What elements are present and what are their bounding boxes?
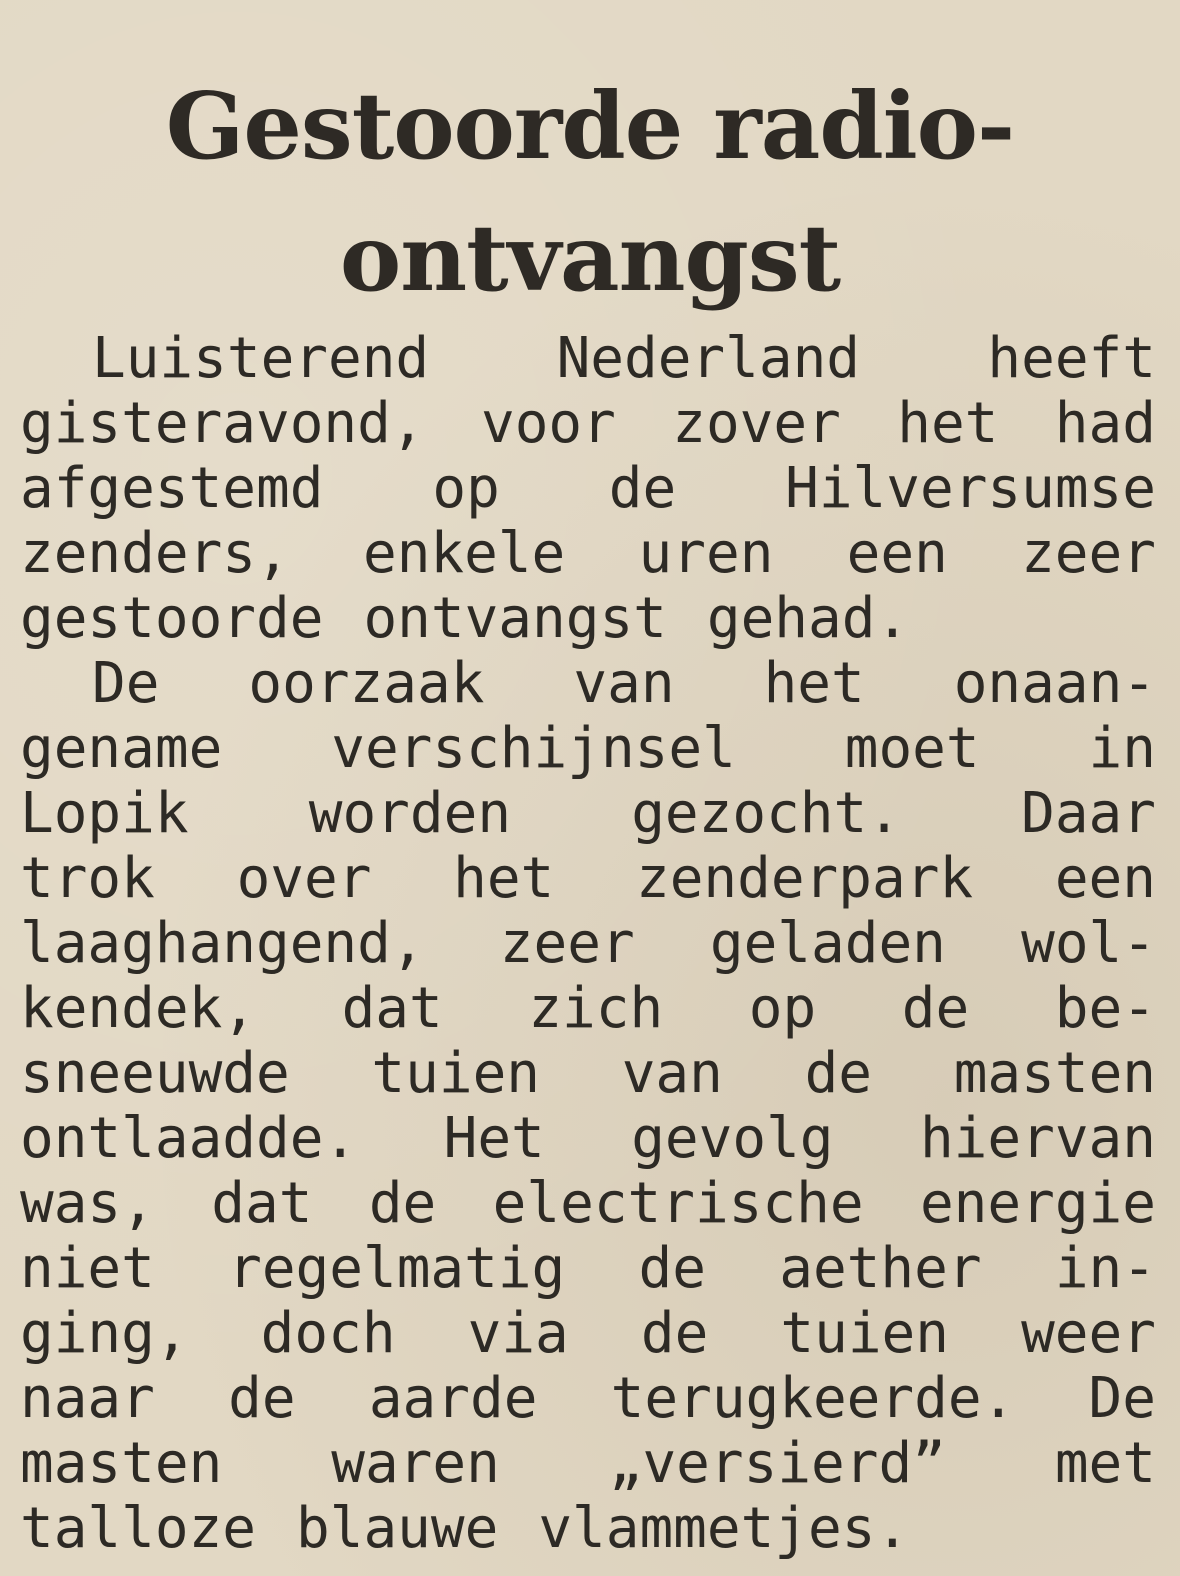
word: geladen [709, 911, 946, 976]
word: Lopik [20, 781, 189, 846]
word: Nederland [556, 326, 860, 391]
word: in [1088, 716, 1156, 781]
word: de [804, 1041, 872, 1106]
word: hiervan [919, 1106, 1156, 1171]
word: onaan- [953, 651, 1156, 716]
word: gevolg [631, 1106, 834, 1171]
word: uren [638, 521, 774, 586]
word: had [1054, 391, 1156, 456]
text-line [20, 1431, 1156, 1497]
word: Het [443, 1106, 545, 1171]
text-line [20, 391, 1156, 457]
word: het [897, 391, 999, 456]
word: een [1054, 846, 1156, 911]
word: regelmatig [228, 1236, 566, 1301]
word: de [608, 456, 677, 521]
word: gestoorde [20, 586, 324, 651]
word: energie [919, 1171, 1156, 1236]
text-line [20, 1106, 1156, 1172]
word: masten [20, 1431, 223, 1496]
word: gehad. [706, 586, 910, 651]
word: het [763, 651, 865, 716]
word: op [432, 456, 500, 521]
word: gisteravond, [20, 391, 425, 456]
word: naar [20, 1366, 155, 1431]
word: heeft [987, 326, 1156, 391]
text-line [20, 781, 1156, 847]
text-line [20, 911, 1156, 977]
word: dat [211, 1171, 313, 1236]
text-line [20, 716, 1156, 782]
word: ontvangst [363, 586, 667, 651]
word: gezocht. [631, 781, 901, 846]
word: doch [260, 1301, 396, 1366]
word: verschijnsel [331, 716, 736, 781]
word: de [368, 1171, 437, 1236]
word: be- [1054, 976, 1156, 1041]
word: terugkeerde. [610, 1366, 1016, 1431]
text-line [20, 1171, 1156, 1237]
word: sneeuwde [20, 1041, 290, 1106]
word: zeer [1021, 521, 1156, 586]
word: met [1054, 1431, 1156, 1496]
word: waren [331, 1431, 500, 1496]
word: zich [528, 976, 664, 1041]
word: zover [672, 391, 841, 456]
word: zeer [499, 911, 635, 976]
word: de [901, 976, 970, 1041]
word: tuien [780, 1301, 949, 1366]
word: tuien [371, 1041, 540, 1106]
word: afgestemd [20, 456, 324, 521]
word: laaghangend, [20, 911, 425, 976]
word: „versierd” [608, 1431, 946, 1496]
word: van [621, 1041, 723, 1106]
text-line [20, 521, 1156, 587]
word: ging, [20, 1301, 189, 1366]
word: via [467, 1301, 569, 1366]
word: het [453, 846, 555, 911]
word: oorzaak [248, 651, 485, 716]
word: worden [308, 781, 512, 846]
word: talloze [20, 1496, 257, 1561]
word: op [748, 976, 817, 1041]
word: aether [779, 1236, 982, 1301]
text-line [92, 651, 1156, 717]
text-line [20, 586, 1156, 652]
text-line [20, 1496, 1156, 1562]
word: de [640, 1301, 709, 1366]
word: was, [20, 1171, 155, 1236]
text-line [20, 1041, 1156, 1107]
text-line [20, 1366, 1156, 1432]
word: enkele [362, 521, 566, 586]
word: zenders, [20, 521, 290, 586]
word: weer [1021, 1301, 1156, 1366]
word: masten [953, 1041, 1156, 1106]
word: Luisterend [92, 326, 430, 391]
word: zenderpark [635, 846, 974, 911]
word: Hilversumse [785, 456, 1156, 521]
text-line [92, 326, 1156, 392]
word: voor [480, 391, 616, 456]
word: aarde [368, 1366, 538, 1431]
word: moet [844, 716, 980, 781]
headline-line-2: ontvangst [339, 204, 841, 312]
word: wol- [1021, 911, 1156, 976]
word: een [846, 521, 948, 586]
word: de [228, 1366, 296, 1431]
text-line [20, 456, 1156, 522]
word: de [638, 1236, 706, 1301]
word: gename [20, 716, 223, 781]
word: kendek, [20, 976, 257, 1041]
text-line [20, 976, 1156, 1042]
word: in- [1054, 1236, 1156, 1301]
word: Daar [1021, 781, 1156, 846]
word: trok [20, 846, 155, 911]
text-line [20, 1301, 1156, 1367]
word: ontlaadde. [20, 1106, 358, 1171]
text-line [20, 846, 1156, 912]
text-line [20, 1236, 1156, 1302]
word: dat [341, 976, 443, 1041]
word: electrische [492, 1171, 864, 1236]
word: De [92, 651, 160, 716]
word: vlammetjes. [538, 1496, 910, 1561]
word: De [1088, 1366, 1156, 1431]
word: over [236, 846, 372, 911]
word: blauwe [296, 1496, 499, 1561]
word: niet [20, 1236, 155, 1301]
headline-line-1: Gestoorde radio- [165, 72, 1015, 180]
word: van [573, 651, 675, 716]
